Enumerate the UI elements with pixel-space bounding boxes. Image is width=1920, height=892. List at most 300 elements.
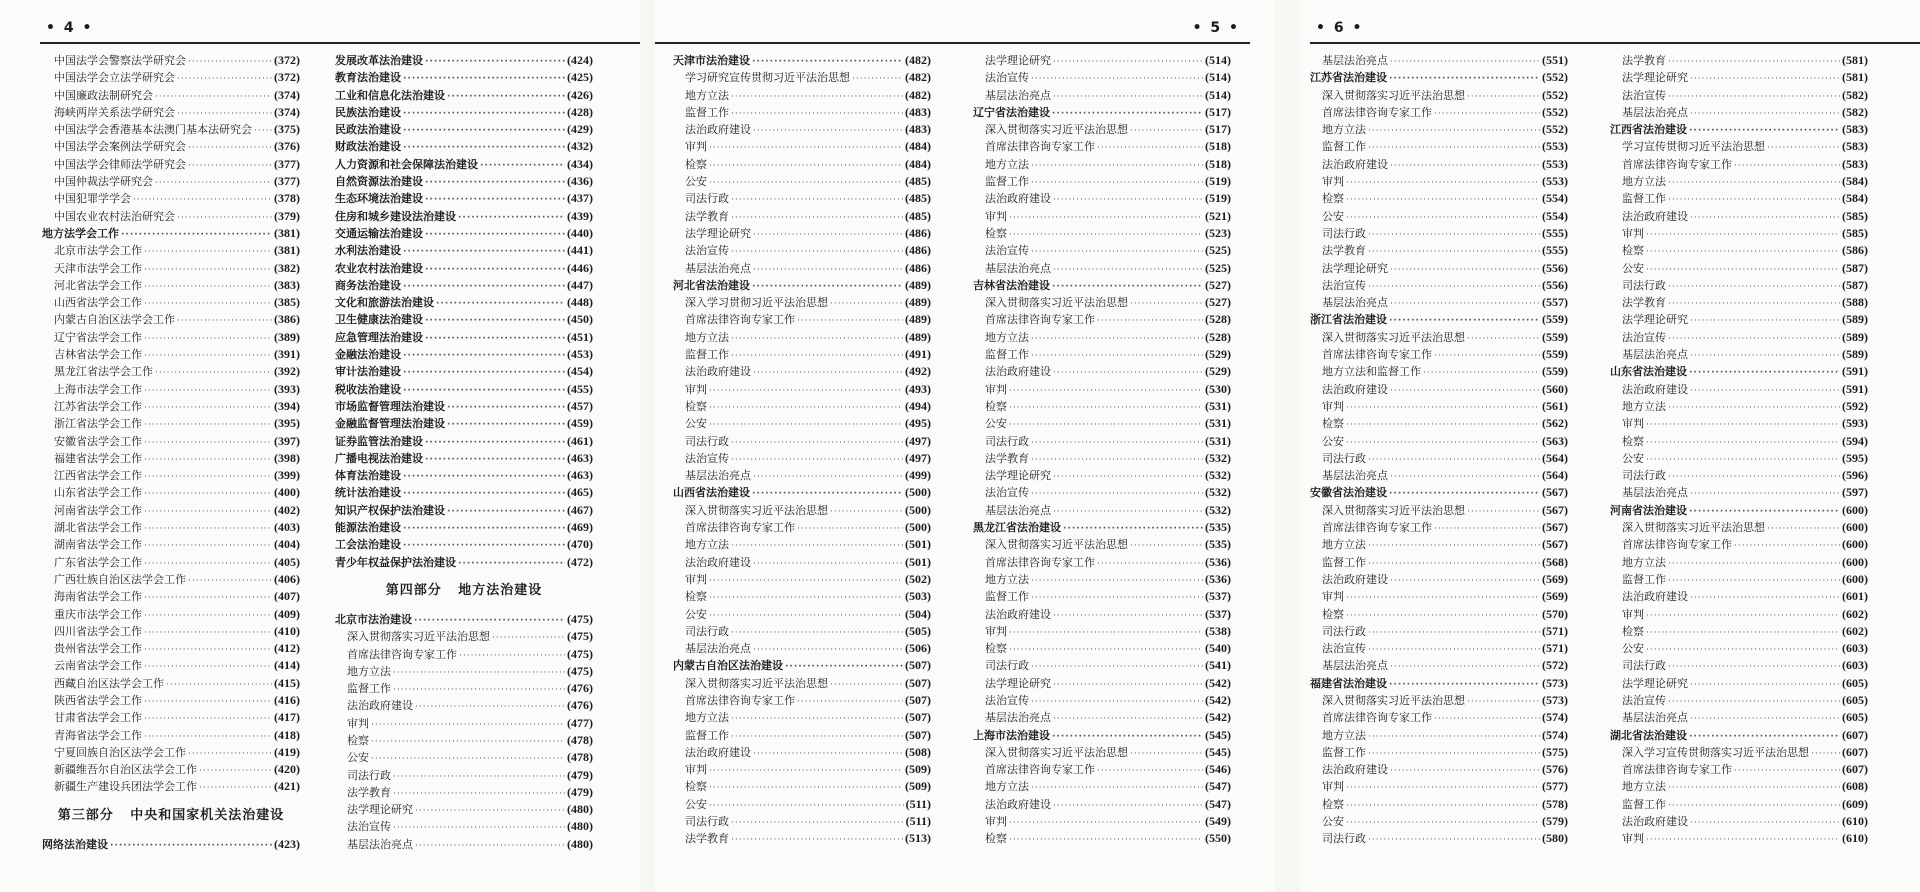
toc-entry[interactable]	[673, 778, 931, 795]
toc-entry[interactable]	[1610, 623, 1868, 640]
leader-dots	[144, 697, 272, 707]
toc-entry[interactable]	[42, 346, 300, 363]
toc-entry-title: 首席法律咨询专家工作	[1322, 105, 1432, 119]
toc-section-entry[interactable]	[335, 381, 593, 398]
toc-section-entry[interactable]	[335, 484, 593, 501]
toc-entry[interactable]	[673, 796, 931, 813]
toc-entry[interactable]	[673, 173, 931, 190]
toc-entry[interactable]	[973, 450, 1231, 467]
toc-entry[interactable]	[973, 121, 1231, 138]
toc-entry[interactable]	[42, 260, 300, 277]
toc-section-entry[interactable]	[335, 346, 593, 363]
toc-entry[interactable]	[1610, 260, 1868, 277]
toc-entry[interactable]	[1610, 606, 1868, 623]
toc-entry[interactable]	[42, 190, 300, 207]
toc-section-entry[interactable]	[673, 484, 931, 501]
toc-section-entry[interactable]	[335, 277, 593, 294]
toc-entry-page: (500)	[905, 485, 931, 500]
toc-entry[interactable]	[973, 208, 1231, 225]
toc-entry[interactable]	[335, 749, 593, 766]
toc-entry[interactable]	[673, 69, 931, 86]
toc-entry-page: (586)	[1842, 243, 1868, 258]
toc-entry[interactable]	[1610, 467, 1868, 484]
toc-entry[interactable]	[973, 536, 1231, 553]
toc-entry[interactable]	[42, 744, 300, 761]
toc-entry[interactable]	[1310, 433, 1568, 450]
toc-entry[interactable]	[1310, 242, 1568, 259]
toc-entry[interactable]	[673, 398, 931, 415]
toc-entry[interactable]	[973, 606, 1231, 623]
toc-entry[interactable]	[42, 467, 300, 484]
toc-entry[interactable]	[1610, 381, 1868, 398]
toc-entry[interactable]	[1310, 709, 1568, 726]
toc-entry[interactable]	[335, 646, 593, 663]
toc-section-entry[interactable]	[335, 398, 593, 415]
toc-entry-title: 司法行政	[1322, 226, 1366, 240]
toc-entry[interactable]	[1310, 744, 1568, 761]
toc-entry[interactable]	[973, 796, 1231, 813]
toc-section-entry[interactable]	[335, 121, 593, 138]
toc-entry[interactable]	[1610, 294, 1868, 311]
toc-section-entry[interactable]	[335, 69, 593, 86]
toc-entry[interactable]	[673, 363, 931, 380]
toc-section-entry[interactable]	[335, 329, 593, 346]
toc-entry[interactable]	[42, 156, 300, 173]
toc-entry[interactable]	[673, 433, 931, 450]
toc-entry[interactable]	[42, 415, 300, 432]
toc-entry[interactable]	[673, 260, 931, 277]
toc-entry[interactable]	[42, 52, 300, 69]
toc-entry[interactable]	[42, 381, 300, 398]
toc-entry[interactable]	[673, 242, 931, 259]
toc-entry[interactable]	[1310, 138, 1568, 155]
toc-section-entry[interactable]	[335, 294, 593, 311]
toc-entry[interactable]	[1610, 709, 1868, 726]
toc-entry[interactable]	[1310, 571, 1568, 588]
toc-entry[interactable]	[1610, 778, 1868, 795]
toc-entry[interactable]	[1310, 502, 1568, 519]
toc-entry[interactable]	[42, 433, 300, 450]
toc-entry[interactable]	[335, 836, 593, 853]
toc-entry[interactable]	[673, 346, 931, 363]
toc-section-entry[interactable]	[335, 519, 593, 536]
toc-entry[interactable]	[973, 87, 1231, 104]
toc-section-entry[interactable]	[42, 225, 300, 242]
toc-entry[interactable]	[42, 571, 300, 588]
toc-entry[interactable]	[973, 225, 1231, 242]
toc-section-entry[interactable]	[335, 190, 593, 207]
toc-section-entry[interactable]	[335, 450, 593, 467]
toc-entry[interactable]	[335, 697, 593, 714]
toc-section-entry[interactable]	[335, 260, 593, 277]
toc-entry[interactable]	[673, 502, 931, 519]
toc-entry[interactable]	[1610, 52, 1868, 69]
toc-entry[interactable]	[335, 818, 593, 835]
toc-entry[interactable]	[1310, 87, 1568, 104]
leader-dots	[1767, 524, 1840, 534]
toc-entry-title: 中国法学会案例法学研究会	[54, 140, 186, 154]
toc-entry[interactable]	[1310, 104, 1568, 121]
toc-entry[interactable]	[1310, 277, 1568, 294]
toc-section-entry[interactable]	[335, 52, 593, 69]
toc-section-entry[interactable]	[1610, 502, 1868, 519]
toc-entry-page: (491)	[905, 347, 931, 362]
toc-entry[interactable]	[1610, 329, 1868, 346]
toc-entry[interactable]	[673, 588, 931, 605]
toc-entry[interactable]	[973, 415, 1231, 432]
toc-entry[interactable]	[42, 138, 300, 155]
toc-section-entry[interactable]	[1310, 675, 1568, 692]
toc-entry-title: 卫生健康法治建设	[335, 313, 423, 327]
toc-entry[interactable]	[1610, 69, 1868, 86]
toc-entry[interactable]	[1610, 657, 1868, 674]
toc-entry[interactable]	[1310, 692, 1568, 709]
toc-entry-title: 广西壮族自治区法学会工作	[54, 572, 186, 586]
toc-entry[interactable]	[1310, 778, 1568, 795]
toc-entry[interactable]	[1310, 796, 1568, 813]
toc-entry[interactable]	[42, 363, 300, 380]
toc-entry[interactable]	[973, 778, 1231, 795]
toc-entry[interactable]	[42, 640, 300, 657]
toc-entry[interactable]	[1610, 311, 1868, 328]
toc-section-entry[interactable]	[335, 502, 593, 519]
toc-entry[interactable]	[973, 657, 1231, 674]
toc-entry[interactable]	[335, 628, 593, 645]
toc-entry[interactable]	[1610, 692, 1868, 709]
toc-entry[interactable]	[973, 623, 1231, 640]
toc-entry[interactable]	[1610, 242, 1868, 259]
toc-entry[interactable]	[973, 398, 1231, 415]
toc-entry[interactable]	[1310, 398, 1568, 415]
toc-entry[interactable]	[1310, 830, 1568, 847]
toc-entry[interactable]	[1610, 554, 1868, 571]
toc-entry[interactable]	[673, 329, 931, 346]
toc-entry[interactable]	[1610, 675, 1868, 692]
toc-entry[interactable]	[673, 727, 931, 744]
toc-entry[interactable]	[973, 692, 1231, 709]
leader-dots	[144, 541, 272, 551]
toc-entry[interactable]	[1310, 381, 1568, 398]
toc-entry[interactable]	[1310, 329, 1568, 346]
toc-entry-title: 住房和城乡建设法治建设	[335, 209, 456, 223]
toc-entry[interactable]	[673, 294, 931, 311]
toc-entry[interactable]	[1310, 346, 1568, 363]
toc-entry[interactable]	[1310, 156, 1568, 173]
toc-entry[interactable]	[1610, 415, 1868, 432]
toc-entry[interactable]	[42, 398, 300, 415]
toc-entry[interactable]	[673, 190, 931, 207]
toc-entry[interactable]	[42, 294, 300, 311]
toc-entry[interactable]	[1610, 830, 1868, 847]
toc-entry[interactable]	[42, 87, 300, 104]
toc-entry[interactable]	[673, 225, 931, 242]
toc-entry[interactable]	[1610, 813, 1868, 830]
toc-entry[interactable]	[673, 121, 931, 138]
leader-dots	[447, 507, 565, 517]
toc-entry[interactable]	[1610, 450, 1868, 467]
toc-section-entry[interactable]	[335, 433, 593, 450]
toc-entry[interactable]	[1310, 450, 1568, 467]
toc-section-entry[interactable]	[335, 173, 593, 190]
toc-section-entry[interactable]	[335, 156, 593, 173]
toc-entry[interactable]	[42, 104, 300, 121]
toc-entry[interactable]	[1310, 415, 1568, 432]
toc-entry[interactable]	[42, 536, 300, 553]
toc-entry[interactable]	[1610, 277, 1868, 294]
toc-entry-title: 山东省法治建设	[1610, 365, 1687, 379]
toc-entry[interactable]	[1610, 536, 1868, 553]
toc-entry[interactable]	[1610, 173, 1868, 190]
toc-entry[interactable]	[673, 675, 931, 692]
toc-entry[interactable]	[1610, 156, 1868, 173]
toc-entry[interactable]	[673, 311, 931, 328]
toc-section-entry[interactable]	[335, 467, 593, 484]
toc-entry[interactable]	[973, 363, 1231, 380]
toc-entry[interactable]	[335, 680, 593, 697]
toc-section-entry[interactable]	[335, 536, 593, 553]
toc-entry[interactable]	[973, 156, 1231, 173]
toc-entry[interactable]	[1610, 744, 1868, 761]
toc-section-entry[interactable]	[335, 242, 593, 259]
toc-entry[interactable]	[1310, 467, 1568, 484]
toc-entry[interactable]	[673, 104, 931, 121]
toc-entry[interactable]	[1310, 294, 1568, 311]
toc-entry-page: (559)	[1542, 329, 1568, 344]
toc-entry[interactable]	[1310, 121, 1568, 138]
toc-entry[interactable]	[1610, 104, 1868, 121]
toc-entry[interactable]	[973, 294, 1231, 311]
toc-entry-title: 司法行政	[685, 624, 729, 638]
toc-entry[interactable]	[673, 692, 931, 709]
toc-entry[interactable]	[1610, 225, 1868, 242]
toc-section-entry[interactable]	[335, 208, 593, 225]
toc-entry[interactable]	[1310, 173, 1568, 190]
toc-entry[interactable]	[673, 571, 931, 588]
toc-entry[interactable]	[42, 692, 300, 709]
toc-entry[interactable]	[673, 623, 931, 640]
toc-entry-title: 法治宣传	[1622, 88, 1666, 102]
toc-entry[interactable]	[1310, 727, 1568, 744]
toc-entry-title: 宁夏回族自治区法学会工作	[54, 745, 186, 759]
toc-entry[interactable]	[42, 329, 300, 346]
toc-section-entry[interactable]	[335, 225, 593, 242]
toc-entry[interactable]	[1310, 606, 1568, 623]
toc-section-entry[interactable]	[335, 138, 593, 155]
toc-section-entry[interactable]	[973, 519, 1231, 536]
toc-entry[interactable]	[42, 69, 300, 86]
toc-entry[interactable]	[973, 761, 1231, 778]
toc-entry[interactable]	[673, 761, 931, 778]
toc-entry[interactable]	[1310, 640, 1568, 657]
toc-entry[interactable]	[973, 467, 1231, 484]
toc-entry[interactable]	[1610, 398, 1868, 415]
toc-entry[interactable]	[673, 813, 931, 830]
toc-entry[interactable]	[673, 208, 931, 225]
toc-entry[interactable]	[673, 606, 931, 623]
toc-entry[interactable]	[673, 519, 931, 536]
toc-entry[interactable]	[973, 52, 1231, 69]
toc-entry[interactable]	[973, 346, 1231, 363]
toc-entry-title: 河南省法学会工作	[54, 503, 142, 517]
toc-entry[interactable]	[973, 138, 1231, 155]
toc-entry[interactable]	[42, 450, 300, 467]
toc-entry[interactable]	[42, 554, 300, 571]
toc-entry[interactable]	[973, 311, 1231, 328]
toc-entry[interactable]	[1310, 588, 1568, 605]
toc-entry[interactable]	[42, 657, 300, 674]
toc-section-entry[interactable]	[1610, 727, 1868, 744]
toc-entry[interactable]	[973, 709, 1231, 726]
toc-entry[interactable]	[673, 640, 931, 657]
leader-dots	[1346, 818, 1540, 828]
toc-entry[interactable]	[335, 663, 593, 680]
toc-entry[interactable]	[42, 519, 300, 536]
toc-section-entry[interactable]	[1310, 484, 1568, 501]
toc-entry[interactable]	[973, 830, 1231, 847]
toc-entry[interactable]	[673, 415, 931, 432]
toc-entry[interactable]	[1610, 484, 1868, 501]
leader-dots	[1390, 472, 1540, 482]
toc-section-entry[interactable]	[335, 611, 593, 628]
toc-entry[interactable]	[1610, 761, 1868, 778]
toc-section-entry[interactable]	[1310, 69, 1568, 86]
toc-entry[interactable]	[973, 69, 1231, 86]
toc-entry[interactable]	[673, 467, 931, 484]
toc-entry[interactable]	[973, 554, 1231, 571]
toc-entry[interactable]	[42, 277, 300, 294]
toc-entry[interactable]	[1610, 208, 1868, 225]
toc-entry-page: (486)	[905, 260, 931, 275]
toc-entry[interactable]	[42, 588, 300, 605]
toc-entry[interactable]	[42, 623, 300, 640]
toc-entry[interactable]	[973, 242, 1231, 259]
toc-entry[interactable]	[673, 156, 931, 173]
toc-entry[interactable]	[973, 381, 1231, 398]
toc-entry[interactable]	[1310, 761, 1568, 778]
toc-entry[interactable]	[973, 588, 1231, 605]
toc-section-entry[interactable]	[1310, 311, 1568, 328]
toc-entry[interactable]	[1610, 433, 1868, 450]
toc-entry[interactable]	[1310, 519, 1568, 536]
toc-section-entry[interactable]	[1610, 121, 1868, 138]
toc-entry[interactable]	[1610, 640, 1868, 657]
toc-entry[interactable]	[42, 173, 300, 190]
leader-dots	[1031, 489, 1203, 499]
leader-dots	[1053, 680, 1203, 690]
toc-entry[interactable]	[1310, 363, 1568, 380]
toc-entry[interactable]	[1310, 813, 1568, 830]
toc-entry[interactable]	[1310, 208, 1568, 225]
toc-section-entry[interactable]	[335, 311, 593, 328]
toc-entry[interactable]	[1310, 260, 1568, 277]
toc-entry[interactable]	[973, 744, 1231, 761]
toc-entry[interactable]	[1310, 190, 1568, 207]
toc-section-entry[interactable]	[973, 727, 1231, 744]
toc-entry[interactable]	[42, 484, 300, 501]
toc-entry[interactable]	[673, 87, 931, 104]
toc-entry[interactable]	[42, 502, 300, 519]
toc-entry[interactable]	[973, 675, 1231, 692]
toc-entry[interactable]	[973, 433, 1231, 450]
toc-entry-page: (446)	[567, 260, 593, 275]
toc-section-entry[interactable]	[335, 554, 593, 571]
toc-entry[interactable]	[1610, 571, 1868, 588]
toc-entry[interactable]	[335, 767, 593, 784]
toc-entry[interactable]	[335, 784, 593, 801]
toc-entry[interactable]	[42, 121, 300, 138]
toc-entry-page: (477)	[567, 715, 593, 730]
toc-section-entry[interactable]	[673, 657, 931, 674]
toc-entry[interactable]	[973, 329, 1231, 346]
toc-entry[interactable]	[973, 190, 1231, 207]
toc-entry[interactable]	[673, 138, 931, 155]
toc-entry[interactable]	[42, 208, 300, 225]
toc-entry[interactable]	[42, 242, 300, 259]
toc-entry[interactable]	[42, 606, 300, 623]
toc-entry[interactable]	[973, 173, 1231, 190]
toc-section-entry[interactable]	[335, 87, 593, 104]
toc-section-entry[interactable]	[973, 104, 1231, 121]
toc-entry-title: 检察	[685, 157, 707, 171]
toc-entry[interactable]	[973, 484, 1231, 501]
toc-entry[interactable]	[42, 709, 300, 726]
toc-entry[interactable]	[973, 571, 1231, 588]
toc-entry[interactable]	[673, 536, 931, 553]
toc-entry[interactable]	[1610, 87, 1868, 104]
toc-entry[interactable]	[335, 732, 593, 749]
toc-entry[interactable]	[1310, 52, 1568, 69]
leader-dots	[144, 472, 272, 482]
toc-entry[interactable]	[1610, 138, 1868, 155]
toc-entry[interactable]	[1610, 190, 1868, 207]
toc-section-entry[interactable]	[335, 415, 593, 432]
toc-entry[interactable]	[42, 311, 300, 328]
toc-entry[interactable]	[1310, 623, 1568, 640]
toc-entry[interactable]	[1610, 588, 1868, 605]
toc-entry[interactable]	[673, 554, 931, 571]
toc-entry[interactable]	[973, 813, 1231, 830]
toc-entry[interactable]	[1310, 554, 1568, 571]
toc-entry[interactable]	[335, 801, 593, 818]
toc-entry[interactable]	[1610, 346, 1868, 363]
toc-section-entry[interactable]	[673, 52, 931, 69]
toc-section-entry[interactable]	[673, 277, 931, 294]
toc-entry[interactable]	[973, 640, 1231, 657]
toc-section-entry[interactable]	[335, 104, 593, 121]
toc-entry[interactable]	[335, 715, 593, 732]
toc-entry[interactable]	[42, 778, 300, 795]
toc-entry[interactable]	[1610, 519, 1868, 536]
toc-entry[interactable]	[42, 727, 300, 744]
toc-entry[interactable]	[42, 761, 300, 778]
toc-section-entry[interactable]	[973, 277, 1231, 294]
toc-entry[interactable]	[42, 675, 300, 692]
toc-entry[interactable]	[973, 260, 1231, 277]
toc-section-entry[interactable]	[1610, 363, 1868, 380]
toc-entry[interactable]	[673, 830, 931, 847]
toc-entry[interactable]	[1610, 796, 1868, 813]
toc-section-entry[interactable]	[335, 363, 593, 380]
toc-entry[interactable]	[673, 709, 931, 726]
toc-entry[interactable]	[673, 381, 931, 398]
toc-section-entry[interactable]	[42, 836, 300, 853]
toc-entry[interactable]	[673, 744, 931, 761]
toc-entry[interactable]	[1310, 657, 1568, 674]
toc-entry[interactable]	[1310, 225, 1568, 242]
toc-entry[interactable]	[1310, 536, 1568, 553]
toc-entry[interactable]	[673, 450, 931, 467]
toc-entry[interactable]	[973, 502, 1231, 519]
